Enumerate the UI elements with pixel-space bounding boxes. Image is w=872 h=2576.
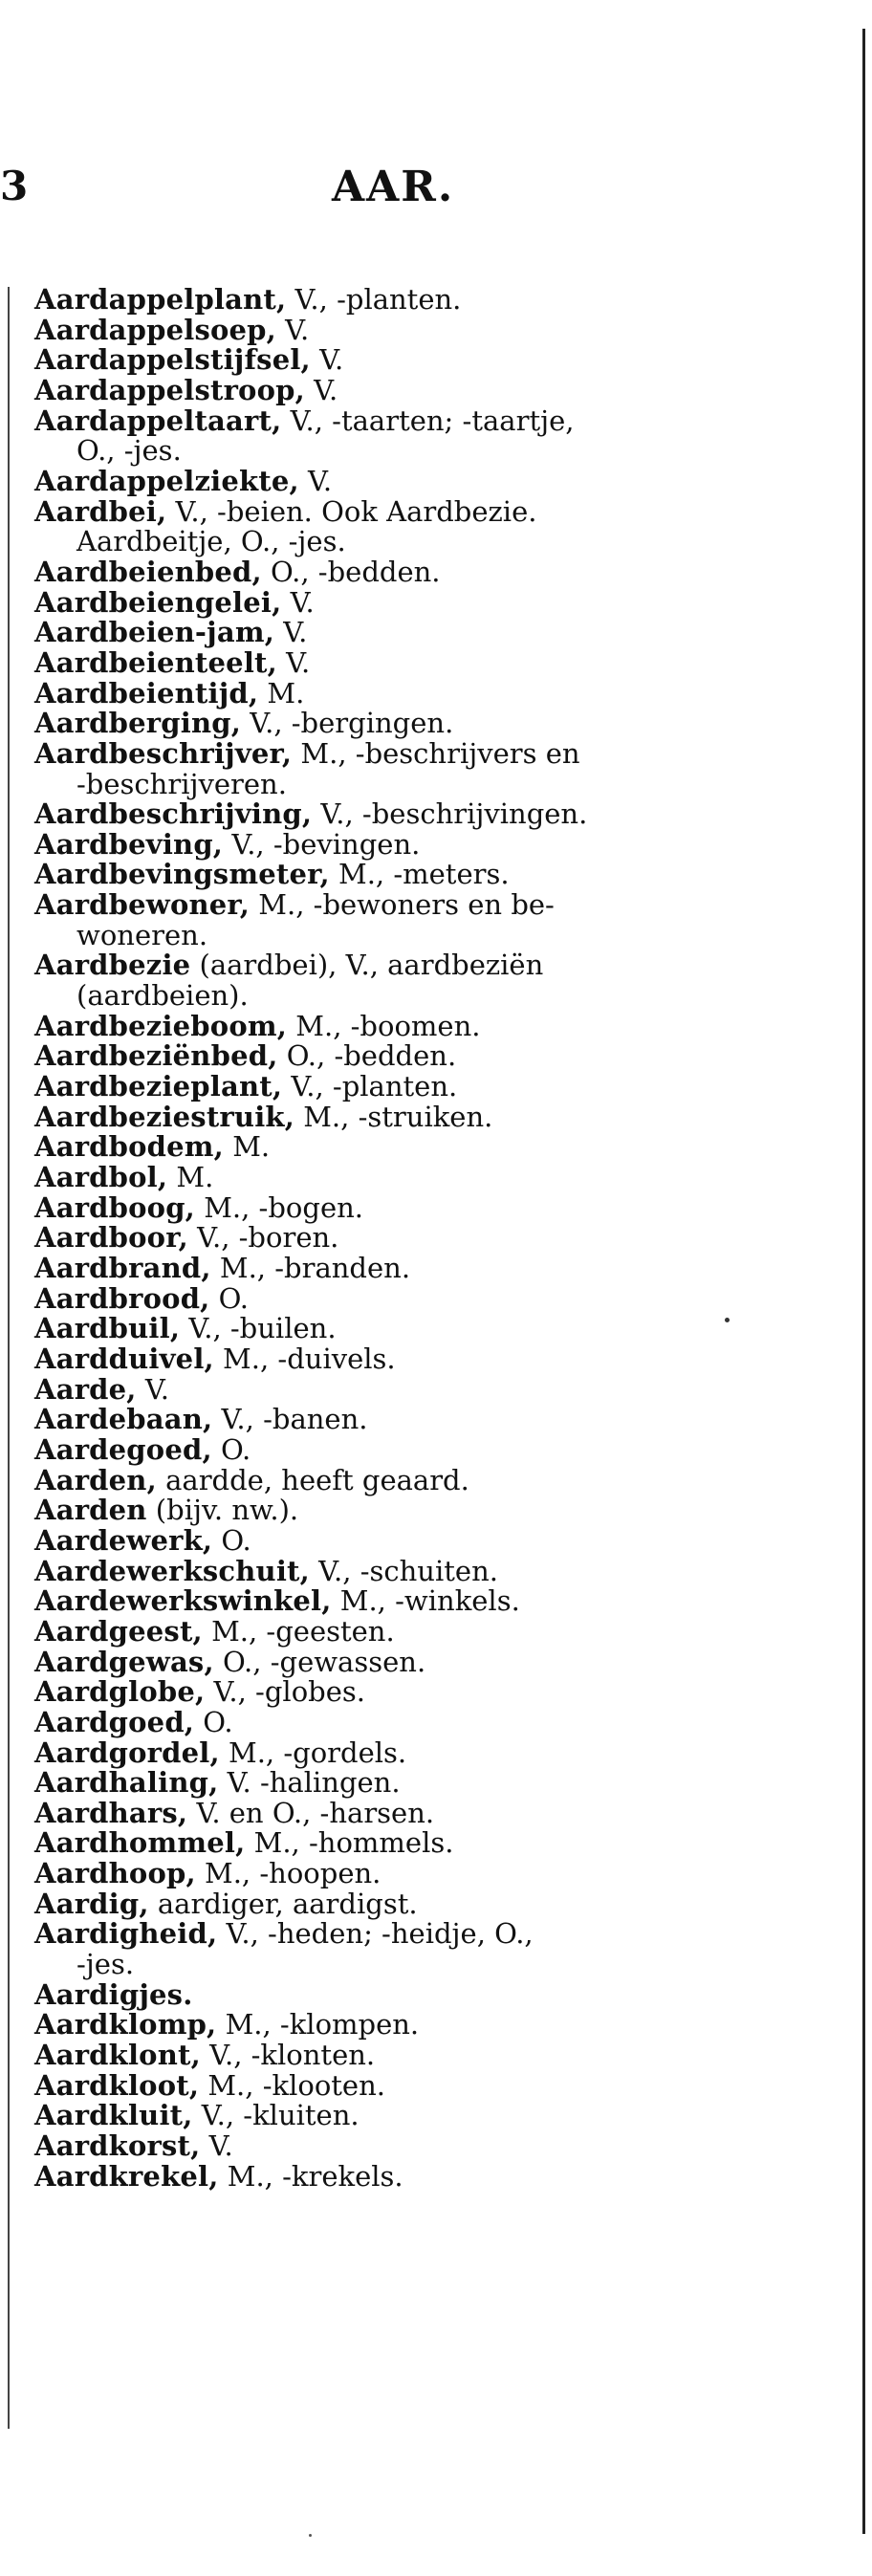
entry-headword: Aardklont, xyxy=(34,2039,201,2072)
page-header xyxy=(0,163,872,220)
entry-headword: Aardbrood, xyxy=(34,1281,210,1315)
left-margin-rule xyxy=(8,287,10,2429)
dictionary-entry xyxy=(34,1889,857,1920)
dictionary-entry xyxy=(34,585,857,619)
entry-headword: Aardhommel, xyxy=(34,1826,246,1860)
entry-definition: M., -struiken. xyxy=(294,1100,493,1133)
dictionary-entry xyxy=(34,1281,857,1315)
entry-definition: M. xyxy=(258,676,305,709)
entry-definition: V., -planten. xyxy=(282,1070,458,1103)
right-margin-rule xyxy=(862,29,865,2534)
entry-headword: Aardbezieboom, xyxy=(34,1009,288,1042)
entry-definition: aardde, heeft geaard. xyxy=(156,1463,469,1496)
entry-definition: O. xyxy=(209,1281,249,1315)
entry-definition: V., -kluiten. xyxy=(192,2099,360,2132)
dictionary-entry xyxy=(34,676,857,709)
entry-headword: Aardbeziestruik, xyxy=(34,1100,295,1133)
entry-headword: Aardbeschrijving, xyxy=(34,797,313,831)
entry-headword: Aardhars, xyxy=(34,1796,188,1829)
entry-definition: O., -bedden. xyxy=(261,555,441,588)
dictionary-entry xyxy=(34,557,857,588)
entry-definition: V., -beien. Ook Aardbezie. xyxy=(166,494,537,528)
entry-definition: M., -geesten. xyxy=(202,1614,395,1648)
entry-headword: Aardappelstijfsel, xyxy=(34,343,311,377)
dictionary-entry xyxy=(34,1919,857,1979)
dictionary-entry xyxy=(34,1132,857,1163)
page-number: 3 xyxy=(0,163,29,209)
dictionary-entry xyxy=(34,1586,857,1617)
entry-headword: Aardbeziënbed, xyxy=(34,1039,278,1073)
entry-definition: M., -duivels. xyxy=(213,1342,396,1375)
entry-definition: V., -banen. xyxy=(212,1403,368,1436)
dictionary-entry xyxy=(34,464,857,497)
dictionary-entry xyxy=(34,709,857,739)
entry-headword: Aardgewas, xyxy=(34,1645,214,1678)
entry-definition: M., -branden. xyxy=(210,1252,411,1284)
entry-definition: V., -bevingen. xyxy=(223,827,421,861)
entry-headword: Aardbeientijd, xyxy=(34,676,259,709)
entry-definition: V. xyxy=(276,645,311,679)
entry-headword: Aarde, xyxy=(34,1372,137,1406)
entry-definition: V., -planten. xyxy=(286,283,462,316)
entry-definition: V. -halingen. xyxy=(218,1766,401,1800)
entry-headword: Aardbrand, xyxy=(34,1252,211,1284)
entry-headword: Aardboog, xyxy=(34,1190,195,1224)
dictionary-entries xyxy=(34,285,857,2192)
entry-headword: Aardkrekel, xyxy=(34,2159,219,2193)
entry-definition: V. xyxy=(298,464,333,497)
entry-headword: Aardbeiengelei, xyxy=(34,585,282,619)
dictionary-entry xyxy=(34,1977,857,2011)
entry-definition: V., -boren. xyxy=(187,1221,339,1255)
entry-definition: V., -heden; -heidje, O., xyxy=(217,1917,534,1951)
dictionary-entry xyxy=(34,1314,857,1344)
entry-definition: V. xyxy=(275,313,310,346)
entry-headword: Aardbeschrijver, xyxy=(34,736,293,770)
entry-definition: aardiger, aardigst. xyxy=(148,1887,418,1920)
entry-headword: Aarden xyxy=(34,1494,147,1527)
dictionary-entry xyxy=(34,950,857,1011)
entry-headword: Aardbeien-jam, xyxy=(34,616,275,649)
dictionary-entry xyxy=(34,1041,857,1072)
entry-headword: Aardigheid, xyxy=(34,1917,218,1951)
dictionary-entry xyxy=(34,1495,857,1526)
dictionary-entry xyxy=(34,1796,857,1829)
entry-definition: M., -meters. xyxy=(329,858,510,891)
entry-headword: Aardegoed, xyxy=(34,1432,212,1466)
dictionary-entry xyxy=(34,1163,857,1193)
entry-headword: Aardbeving, xyxy=(34,827,224,861)
dictionary-entry xyxy=(34,1768,857,1799)
dictionary-entry xyxy=(34,1190,857,1224)
entry-headword: Aardglobe, xyxy=(34,1675,206,1709)
entry-definition: M., -bogen. xyxy=(194,1190,363,1224)
speck-mark xyxy=(725,1318,730,1322)
entry-continuation: -beschrijveren. xyxy=(76,767,287,800)
dictionary-entry xyxy=(34,1072,857,1102)
entry-definition: V., -globes. xyxy=(205,1675,365,1709)
entry-headword: Aardbeienbed, xyxy=(34,555,262,588)
entry-headword: Aardewerk, xyxy=(34,1523,213,1557)
speck-mark xyxy=(309,2534,312,2537)
dictionary-entry xyxy=(34,1828,857,1859)
entry-definition: O. xyxy=(211,1432,251,1466)
dictionary-entry xyxy=(34,1432,857,1466)
entry-headword: Aardbodem, xyxy=(34,1130,224,1164)
entry-headword: Aarden, xyxy=(34,1463,157,1496)
entry-definition: V., -beschrijvingen. xyxy=(312,797,588,831)
entry-definition: M., -krekels. xyxy=(218,2159,403,2193)
entry-headword: Aardgordel, xyxy=(34,1736,220,1769)
dictionary-entry xyxy=(34,890,857,950)
entry-headword: Aardbezieplant, xyxy=(34,1070,283,1103)
entry-continuation: -jes. xyxy=(76,1948,135,1981)
entry-definition: M., -hommels. xyxy=(245,1826,454,1860)
dictionary-entry xyxy=(34,373,857,406)
entry-definition: O., -bedden. xyxy=(277,1039,457,1073)
entry-headword: Aardewerkswinkel, xyxy=(34,1584,332,1618)
running-head: AAR. xyxy=(332,163,455,211)
entry-headword: Aardhoop, xyxy=(34,1857,196,1890)
dictionary-entry xyxy=(34,345,857,376)
entry-continuation: Aardbeitje, O., -jes. xyxy=(76,525,346,558)
entry-definition: M., -boomen. xyxy=(287,1009,481,1042)
dictionary-entry xyxy=(34,406,857,467)
dictionary-entry xyxy=(34,285,857,316)
dictionary-entry xyxy=(34,2159,857,2193)
dictionary-entry xyxy=(34,1523,857,1557)
dictionary-entry xyxy=(34,1859,857,1889)
entry-headword: Aardgeest, xyxy=(34,1614,203,1648)
dictionary-entry xyxy=(34,1372,857,1406)
entry-headword: Aardbezie xyxy=(34,949,191,982)
entry-headword: Aardbewoner, xyxy=(34,888,251,922)
entry-definition: M., -bewoners en be- xyxy=(250,888,555,922)
dictionary-entry xyxy=(34,645,857,679)
entry-headword: Aardewerkschuit, xyxy=(34,1554,310,1587)
entry-definition: O., -gewassen. xyxy=(213,1645,426,1678)
dictionary-entry xyxy=(34,2068,857,2102)
dictionary-entry xyxy=(34,1223,857,1254)
dictionary-entry xyxy=(34,2101,857,2131)
entry-headword: Aardhaling, xyxy=(34,1766,219,1800)
entry-definition: M., -klooten. xyxy=(199,2068,385,2102)
dictionary-entry xyxy=(34,618,857,648)
entry-headword: Aardappelplant, xyxy=(34,283,287,316)
entry-definition: O. xyxy=(194,1705,233,1738)
entry-headword: Aardigjes. xyxy=(34,1977,193,2011)
entry-definition: O. xyxy=(212,1523,251,1557)
entry-definition: V., -schuiten. xyxy=(309,1554,498,1587)
entry-definition: V. xyxy=(304,373,338,406)
entry-definition: V., -taarten; -taartje, xyxy=(281,404,575,437)
entry-definition: M. xyxy=(223,1130,271,1164)
dictionary-entry xyxy=(34,1344,857,1375)
entry-headword: Aardduivel, xyxy=(34,1342,214,1375)
entry-headword: Aardappeltaart, xyxy=(34,404,282,437)
entry-definition: V. en O., -harsen. xyxy=(187,1796,435,1829)
dictionary-entry xyxy=(34,827,857,861)
dictionary-entry xyxy=(34,1614,857,1648)
dictionary-entry xyxy=(34,313,857,346)
entry-headword: Aardklomp, xyxy=(34,2008,217,2041)
entry-continuation: (aardbeien). xyxy=(76,979,249,1013)
entry-definition: (aardbei), V., aardbeziën xyxy=(190,949,544,982)
entry-headword: Aardkluit, xyxy=(34,2099,193,2132)
dictionary-entry xyxy=(34,1554,857,1587)
entry-definition: M., -gordels. xyxy=(219,1736,407,1769)
dictionary-entry xyxy=(34,1405,857,1435)
dictionary-entry xyxy=(34,2010,857,2041)
entry-headword: Aardappelziekte, xyxy=(34,464,299,497)
dictionary-entry xyxy=(34,736,857,800)
entry-definition: V., -bergingen. xyxy=(241,707,454,740)
entry-definition: M. xyxy=(167,1161,214,1194)
entry-definition: M., -beschrijvers en xyxy=(292,736,580,770)
dictionary-entry xyxy=(34,1738,857,1769)
entry-headword: Aardbol, xyxy=(34,1161,168,1194)
dictionary-entry xyxy=(34,860,857,890)
entry-definition: V., -builen. xyxy=(180,1312,337,1345)
entry-definition: V. xyxy=(281,585,315,619)
entry-headword: Aardboor, xyxy=(34,1221,188,1255)
entry-definition: (bijv. nw.). xyxy=(146,1494,299,1527)
dictionary-entry xyxy=(34,2041,857,2071)
entry-definition: V. xyxy=(274,616,308,649)
entry-definition: V. xyxy=(310,343,344,377)
dictionary-entry xyxy=(34,1009,857,1042)
entry-headword: Aardbuil, xyxy=(34,1312,181,1345)
entry-continuation: O., -jes. xyxy=(76,434,182,468)
entry-definition: V. xyxy=(200,2129,233,2163)
dictionary-entry xyxy=(34,494,857,558)
entry-headword: Aardberging, xyxy=(34,707,242,740)
entry-headword: Aardkloot, xyxy=(34,2068,200,2102)
entry-headword: Aardappelstroop, xyxy=(34,373,305,406)
entry-definition: M., -winkels. xyxy=(331,1584,520,1618)
entry-headword: Aardappelsoep, xyxy=(34,313,276,346)
entry-definition: V., -klonten. xyxy=(200,2039,376,2072)
entry-definition: M., -hoopen. xyxy=(195,1857,382,1890)
entry-headword: Aardbeienteelt, xyxy=(34,645,277,679)
dictionary-entry xyxy=(34,1102,857,1133)
dictionary-entry xyxy=(34,1645,857,1678)
entry-headword: Aardbevingsmeter, xyxy=(34,858,330,891)
dictionary-entry xyxy=(34,799,857,830)
entry-headword: Aardkorst, xyxy=(34,2129,201,2163)
dictionary-entry xyxy=(34,2131,857,2162)
entry-headword: Aardbei, xyxy=(34,494,167,528)
dictionary-entry xyxy=(34,1463,857,1496)
dictionary-entry xyxy=(34,1705,857,1738)
dictionary-entry xyxy=(34,1677,857,1708)
entry-definition: M., -klompen. xyxy=(216,2008,420,2041)
dictionary-entry xyxy=(34,1254,857,1284)
entry-continuation: woneren. xyxy=(76,918,208,951)
entry-definition: V. xyxy=(136,1372,169,1406)
entry-headword: Aardebaan, xyxy=(34,1403,213,1436)
entry-headword: Aardig, xyxy=(34,1887,149,1920)
entry-headword: Aardgoed, xyxy=(34,1705,195,1738)
